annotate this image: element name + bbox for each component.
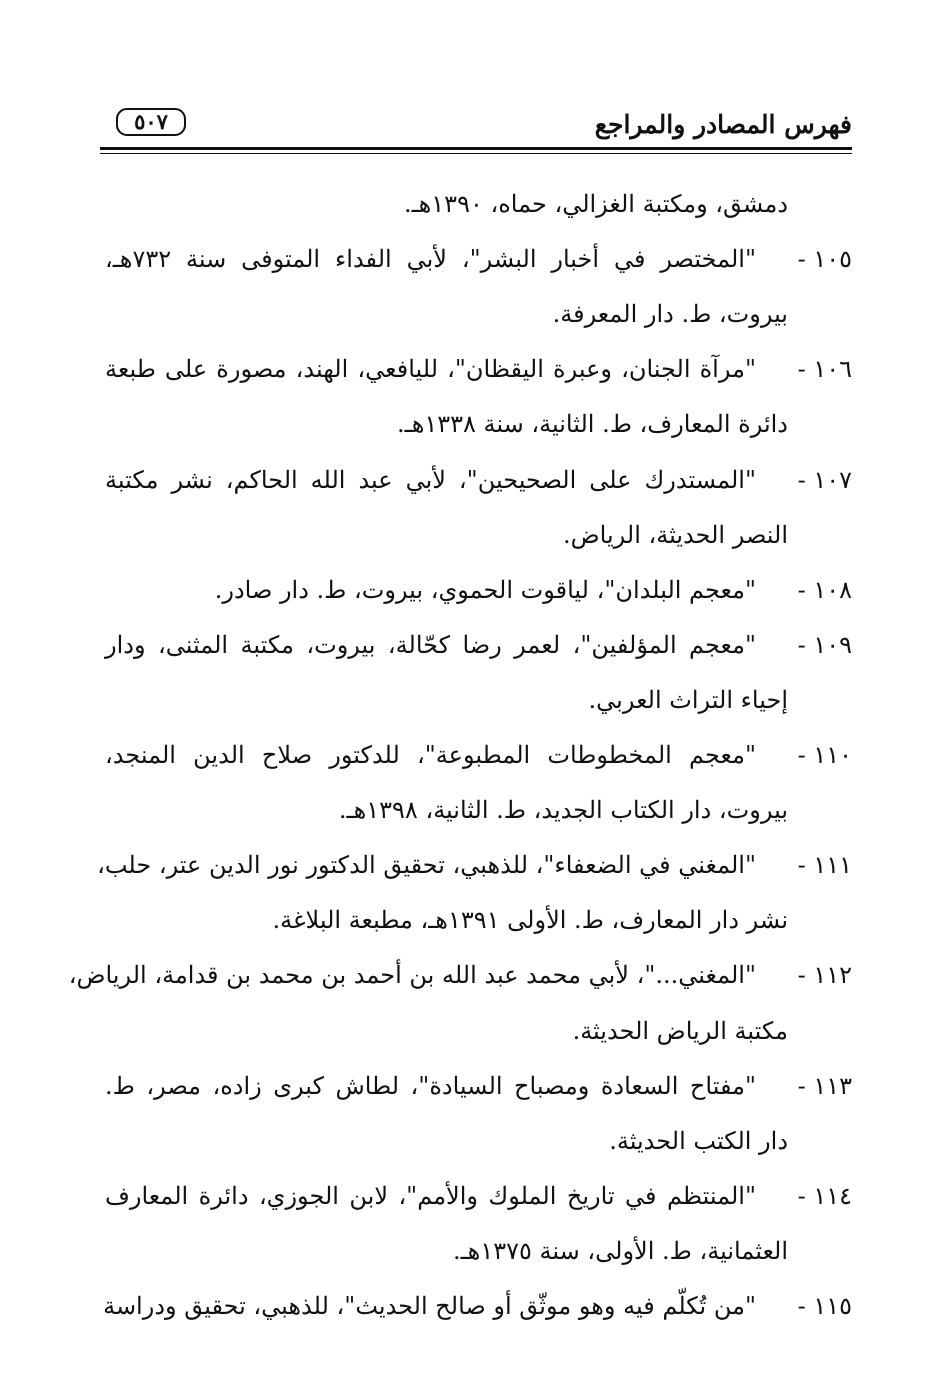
header-rule-thin	[100, 153, 852, 154]
entry-number: ١١١ -	[797, 851, 852, 880]
entry-continuation-line: النصر الحديثة، الرياض.	[563, 520, 788, 549]
entry-text: "المختصر في أخبار البشر"، لأبي الفداء المتوفى سنة ٧٣٢هـ،	[105, 245, 756, 274]
bibliography-entry	[97, 837, 852, 893]
entry-text: "معجم المخطوطات المطبوعة"، للدكتور صلاح الدين المنجد،	[105, 741, 756, 769]
entry-text: "معجم المؤلفين"، لعمر رضا كحّالة، بيروت، مكتبة المثنى، ودار	[105, 630, 756, 659]
entry-number: ١١٢ -	[797, 961, 852, 990]
bibliography-entry	[105, 341, 852, 397]
bibliography-entry	[105, 727, 852, 783]
entry-continuation-line: بيروت، دار الكتاب الجديد، ط. الثانية، ١٣٩٨هـ.	[338, 796, 788, 825]
bibliography-entry	[105, 617, 852, 673]
entry-text: "المغني..."، لأبي محمد عبد الله بن أحمد بن محمد بن قدامة، الرياض،	[68, 961, 756, 990]
entry-continuation-line: دائرة المعارف، ط. الثانية، سنة ١٣٣٨هـ.	[397, 410, 788, 439]
entry-number: ١١٥ -	[797, 1292, 852, 1320]
running-title: فهرس المصادر والمراجع	[594, 110, 852, 139]
entry-continuation-line: نشر دار المعارف، ط. الأولى ١٣٩١هـ، مطبعة البلاغة.	[272, 906, 788, 935]
entry-continuation-line: دار الكتب الحديثة.	[609, 1126, 788, 1155]
entry-continuation-line: دمشق، ومكتبة الغزالي، حماه، ١٣٩٠هـ.	[403, 190, 788, 218]
bibliography-entry	[105, 452, 852, 508]
entry-continuation-line: العثمانية، ط. الأولى، سنة ١٣٧٥هـ.	[453, 1236, 788, 1265]
bibliography-entry	[105, 562, 852, 618]
page-number-badge: ٥٠٧	[116, 108, 186, 136]
entry-continuation-line: مكتبة الرياض الحديثة.	[572, 1016, 788, 1045]
entry-number: ١١٣ -	[797, 1071, 852, 1100]
entry-text: "المنتظم في تاريخ الملوك والأمم"، لابن الجوزي، دائرة المعارف	[105, 1181, 756, 1210]
bibliography-entry	[105, 1058, 852, 1114]
entry-text: "مرآة الجنان، وعبرة اليقظان"، لليافعي، الهند، مصورة على طبعة	[105, 355, 756, 384]
entry-text: "المغني في الضعفاء"، للذهبي، تحقيق الدكتور نور الدين عتر، حلب،	[97, 851, 756, 880]
entry-text: "مفتاح السعادة ومصباح السيادة"، لطاش كبرى زاده، مصر، ط.	[105, 1071, 756, 1100]
entry-continuation-line: بيروت، ط. دار المعرفة.	[552, 300, 788, 329]
bibliography-entry	[68, 947, 852, 1003]
entry-text: "المستدرك على الصحيحين"، لأبي عبد الله الحاكم، نشر مكتبة	[105, 465, 756, 494]
entry-text: "من تُكلّم فيه وهو موثّق أو صالح الحديث"، للذهبي، تحقيق ودراسة	[103, 1292, 756, 1320]
entry-number: ١٠٧ -	[797, 465, 852, 494]
header-rule-thick	[100, 147, 852, 150]
bibliography-entry	[105, 231, 852, 287]
page-header	[100, 100, 852, 144]
entry-number: ١٠٨ -	[797, 575, 852, 604]
entry-number: ١١٠ -	[797, 741, 852, 769]
entry-number: ١٠٥ -	[797, 245, 852, 274]
entry-continuation-line: إحياء التراث العربي.	[588, 685, 788, 714]
entry-number: ١٠٦ -	[797, 355, 852, 384]
entry-text: "معجم البلدان"، لياقوت الحموي، بيروت، ط. دار صادر.	[214, 575, 756, 604]
bibliography-entry	[105, 1278, 852, 1334]
entry-number: ١٠٩ -	[797, 630, 852, 659]
bibliography-entry	[105, 1168, 852, 1224]
entry-number: ١١٤ -	[797, 1181, 852, 1210]
